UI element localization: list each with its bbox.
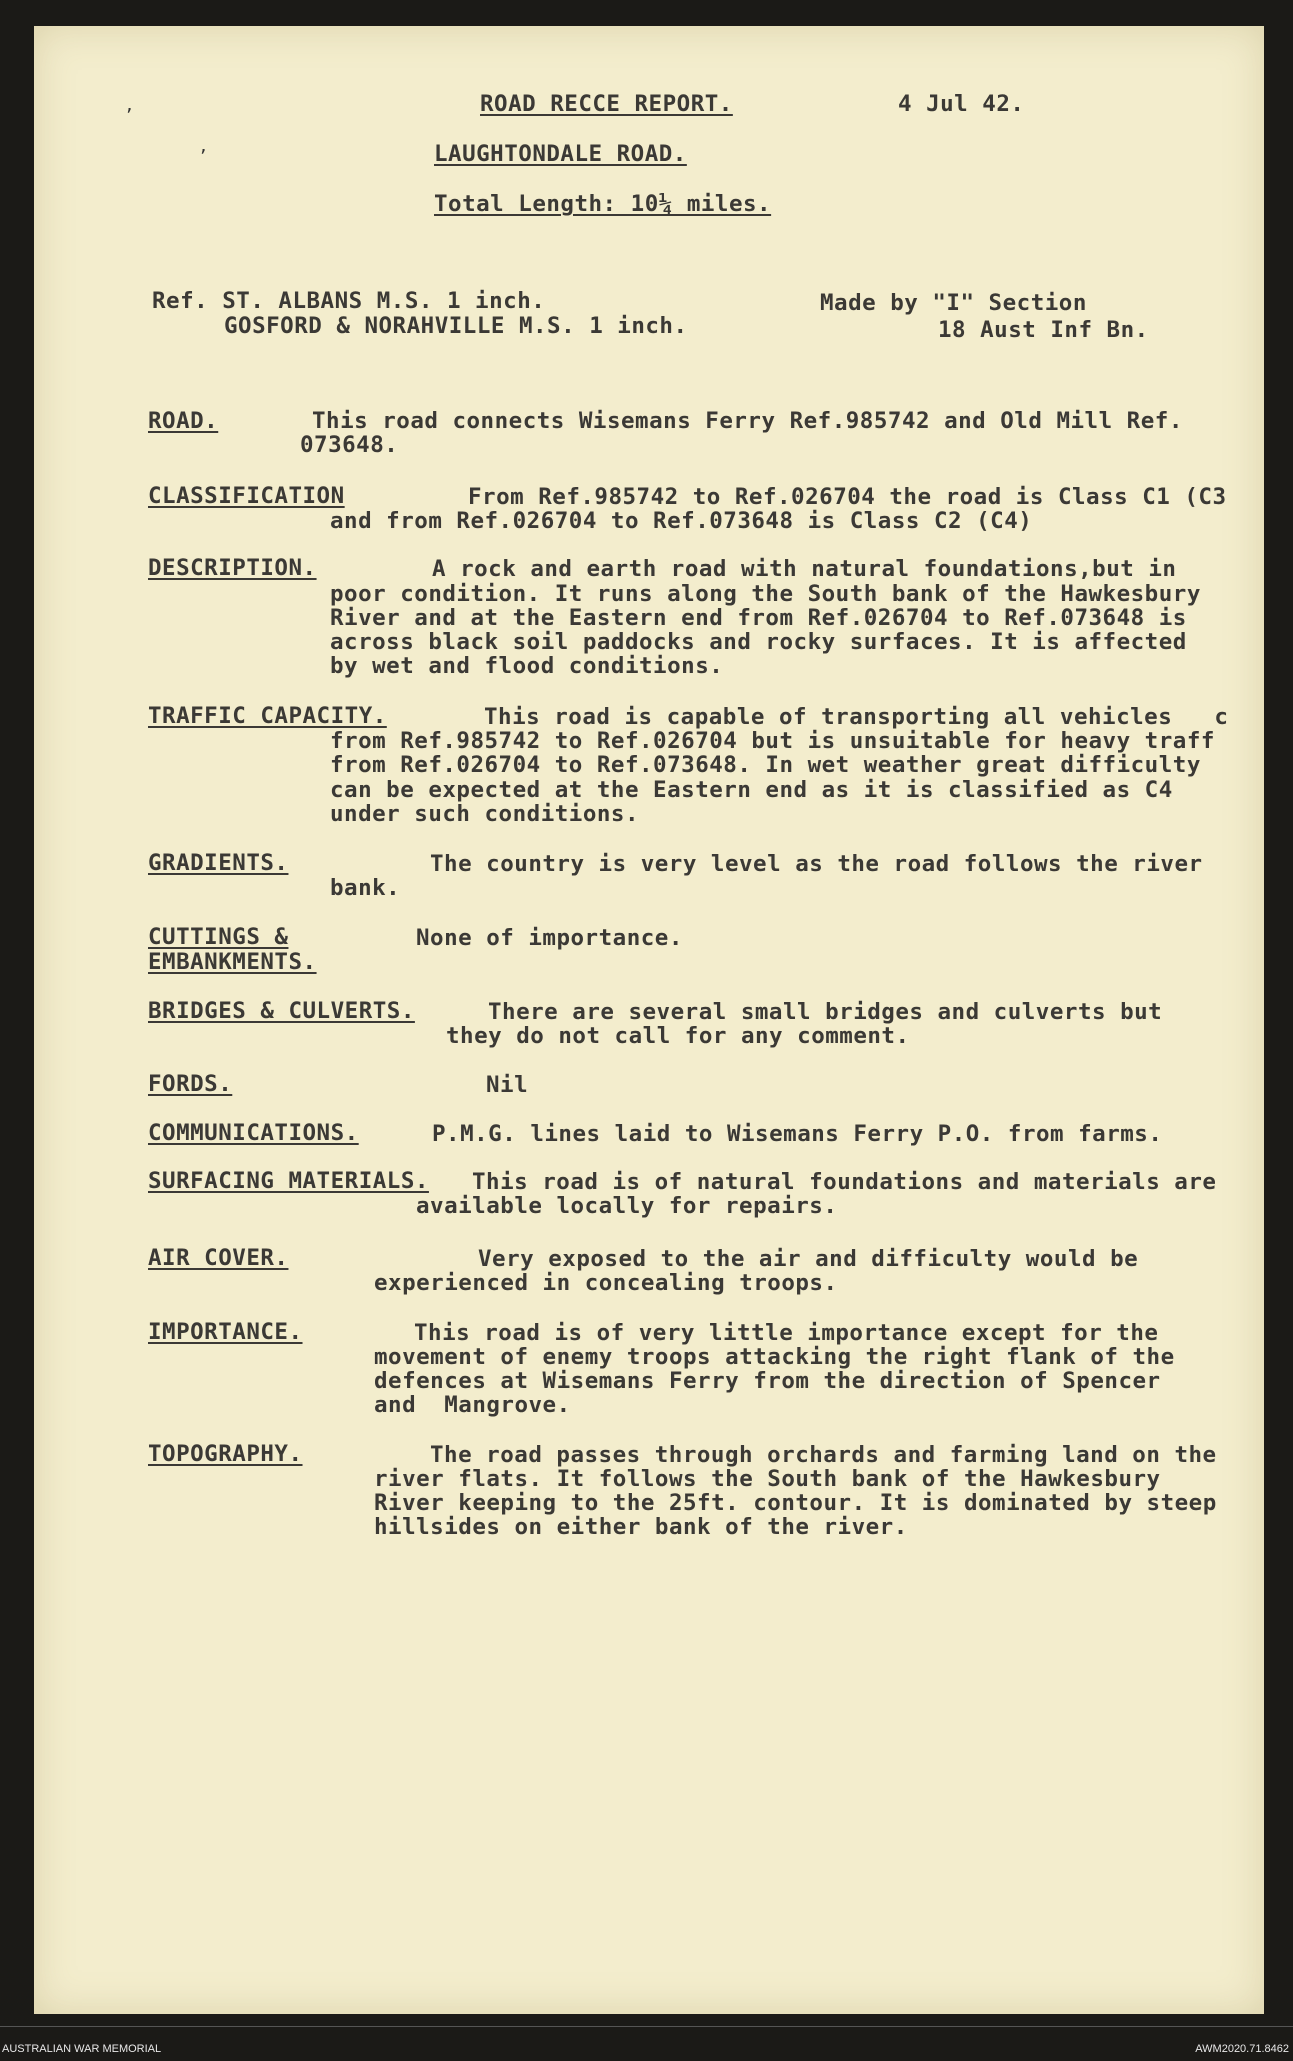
section-text-topography: The road passes through orchards and farming land on the xyxy=(430,1442,1217,1468)
section-text-importance: This road is of very little importance except for the xyxy=(414,1320,1159,1346)
made-by-section: Made by "I" Section xyxy=(820,290,1087,316)
section-heading-cuttings: CUTTINGS & xyxy=(148,924,289,950)
section-text-description: poor condition. It runs along the South bank of the Hawkesbury xyxy=(330,581,1201,607)
section-text-topography: river flats. It follows the South bank of the Hawkesbury xyxy=(374,1466,1161,1492)
report-date: 4 Jul 42. xyxy=(898,91,1025,117)
section-heading-classification: CLASSIFICATION xyxy=(148,483,345,509)
section-text-road: This road connects Wisemans Ferry Ref.985742 and Old Mill Ref. xyxy=(312,408,1183,434)
section-heading-importance: IMPORTANCE. xyxy=(148,1319,303,1345)
section-heading-description: DESCRIPTION. xyxy=(148,555,317,581)
section-text-cuttings: None of importance. xyxy=(416,925,683,951)
section-heading-bridges: BRIDGES & CULVERTS. xyxy=(148,998,415,1024)
section-heading-traffic-capacity: TRAFFIC CAPACITY. xyxy=(148,703,387,729)
section-text-importance: and Mangrove. xyxy=(374,1392,571,1418)
report-title: ROAD RECCE REPORT. xyxy=(480,91,733,117)
footer-source: AUSTRALIAN WAR MEMORIAL xyxy=(2,2043,162,2055)
section-heading-road: ROAD. xyxy=(148,408,219,434)
section-text-communications: P.M.G. lines laid to Wisemans Ferry P.O. from farms. xyxy=(432,1121,1163,1147)
section-text-topography: hillsides on either bank of the river. xyxy=(374,1514,908,1540)
section-text-bridges: There are several small bridges and culverts but xyxy=(488,999,1163,1025)
made-by-unit: 18 Aust Inf Bn. xyxy=(938,317,1149,343)
section-text-description: by wet and flood conditions. xyxy=(330,653,724,679)
section-text-importance: defences at Wisemans Ferry from the direction of Spencer xyxy=(374,1368,1161,1394)
footer-divider xyxy=(0,2026,1293,2027)
section-text-traffic-capacity: under such conditions. xyxy=(330,801,640,827)
section-text-description: River and at the Eastern end from Ref.026704 to Ref.073648 is xyxy=(330,605,1187,631)
section-text-traffic-capacity: can be expected at the Eastern end as it is classified as C4 xyxy=(330,777,1173,803)
map-reference-1: Ref. ST. ALBANS M.S. 1 inch. xyxy=(152,288,546,314)
section-heading-surfacing: SURFACING MATERIALS. xyxy=(148,1168,429,1194)
section-text-classification: and from Ref.026704 to Ref.073648 is Class C2 (C4) xyxy=(330,508,1033,534)
section-text-classification: From Ref.985742 to Ref.026704 the road is Class C1 (C3 xyxy=(468,484,1227,510)
section-text-air-cover: experienced in concealing troops. xyxy=(374,1270,838,1296)
section-text-traffic-capacity: from Ref.985742 to Ref.026704 but is unsuitable for heavy traff xyxy=(330,728,1215,754)
section-text-road: 073648. xyxy=(300,432,399,458)
section-heading-fords: FORDS. xyxy=(148,1071,233,1097)
section-text-traffic-capacity: This road is capable of transporting all vehicles c xyxy=(484,704,1229,730)
section-heading-embankments: EMBANKMENTS. xyxy=(148,949,317,975)
section-text-gradients: bank. xyxy=(330,875,401,901)
section-text-traffic-capacity: from Ref.026704 to Ref.073648. In wet weather great difficulty xyxy=(330,752,1201,778)
section-text-gradients: The country is very level as the road follows the river xyxy=(430,851,1203,877)
section-text-surfacing: available locally for repairs. xyxy=(416,1193,838,1219)
section-text-surfacing: This road is of natural foundations and materials are xyxy=(472,1169,1217,1195)
ink-mark: ’ xyxy=(126,104,133,128)
section-heading-gradients: GRADIENTS. xyxy=(148,850,289,876)
section-text-fords: Nil xyxy=(486,1072,529,1098)
ink-mark: ’ xyxy=(200,145,207,169)
section-text-bridges: they do not call for any comment. xyxy=(446,1023,910,1049)
section-text-topography: River keeping to the 25ft. contour. It is dominated by steep xyxy=(374,1490,1217,1516)
road-name: LAUGHTONDALE ROAD. xyxy=(434,141,687,167)
section-heading-topography: TOPOGRAPHY. xyxy=(148,1441,303,1467)
section-text-description: across black soil paddocks and rocky surfaces. It is affected xyxy=(330,629,1187,655)
section-text-importance: movement of enemy troops attacking the right flank of the xyxy=(374,1344,1175,1370)
total-length: Total Length: 10¼ miles. xyxy=(434,191,772,217)
section-heading-air-cover: AIR COVER. xyxy=(148,1245,289,1271)
section-text-description: A rock and earth road with natural foundations,but in xyxy=(432,556,1177,582)
section-heading-communications: COMMUNICATIONS. xyxy=(148,1120,359,1146)
section-text-air-cover: Very exposed to the air and difficulty would be xyxy=(478,1246,1139,1272)
map-reference-2: GOSFORD & NORAHVILLE M.S. 1 inch. xyxy=(224,313,688,339)
footer-accession-number: AWM2020.71.8462 xyxy=(1195,2043,1289,2055)
